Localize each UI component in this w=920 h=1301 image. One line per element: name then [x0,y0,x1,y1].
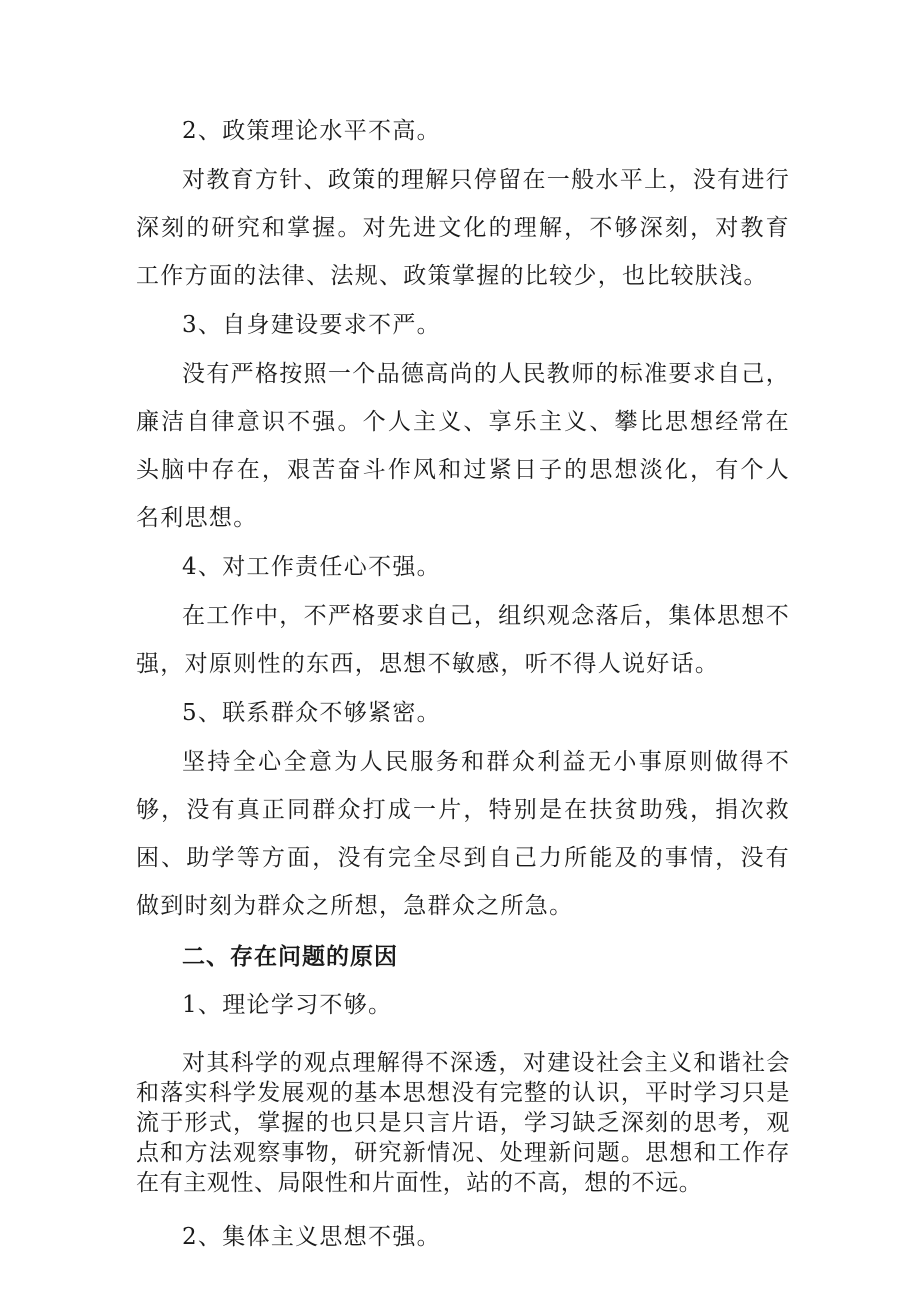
paragraph-responsibility: 在工作中，不严格要求自己，组织观念落后，集体思想不强，对原则性的东西，思想不敏感，听不得人说好话。 [136,603,790,677]
paragraph-self-discipline: 没有严格按照一个品德高尚的人民教师的标准要求自己，廉洁自律意识不强。个人主义、享乐主义、攀比思想经常在头脑中存在，艰苦奋斗作风和过紧日子的思想淡化，有个人名利思想。 [136,361,790,531]
subheading-policy-theory: 2、政策理论水平不高。 [182,118,441,144]
subheading-theory-study: 1、理论学习不够。 [182,992,393,1018]
subheading-contact-masses: 5、联系群众不够紧密。 [182,700,441,726]
subheading-responsibility: 4、对工作责任心不强。 [182,554,441,580]
subheading-collectivism: 2、集体主义思想不强。 [182,1224,441,1250]
paragraph-policy-theory: 对教育方针、政策的理解只停留在一般水平上，没有进行深刻的研究和掌握。对先进文化的理解，不够深刻，对教育工作方面的法律、法规、政策掌握的比较少，也比较肤浅。 [136,167,790,289]
subheading-self-discipline: 3、自身建设要求不严。 [182,312,441,338]
paragraph-theory-study: 对其科学的观点理解得不深透，对建设社会主义和谐社会和落实科学发展观的基本思想没有完整的认识，平时学习只是流于形式，掌握的也只是只言片语，学习缺乏深刻的思考，观点和方法观察事物，研究新情况、处理新问题。思想和工作存在有主观性、局限性和片面性，站的不高，想的不远。 [136,1050,790,1196]
paragraph-contact-masses: 坚持全心全意为人民服务和群众利益无小事原则做得不够，没有真正同群众打成一片，特别是在扶贫助残，捐次救困、助学等方面，没有完全尽到自己力所能及的事情，没有做到时刻为群众之所想，急群众之所急。 [136,749,790,919]
section-heading-causes: 二、存在问题的原因 [182,944,398,970]
document-body [136,108,790,1262]
